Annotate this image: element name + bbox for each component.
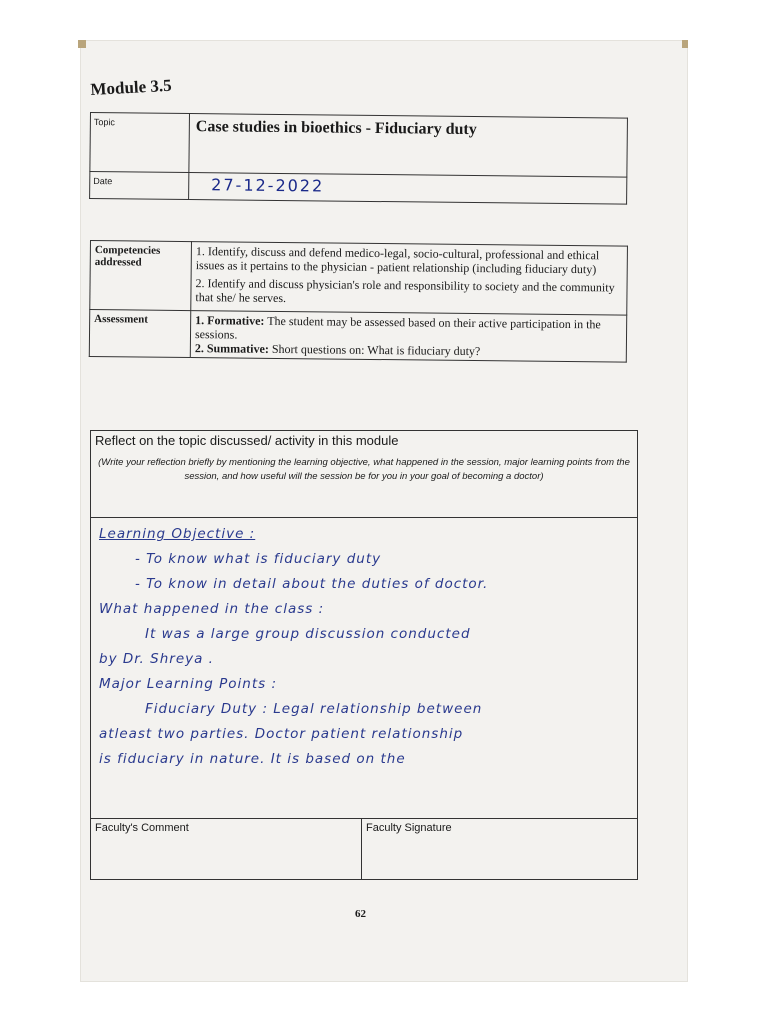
handwritten-line: atleast two parties. Doctor patient relationship xyxy=(99,726,464,742)
handwritten-line: What happened in the class : xyxy=(99,601,325,617)
reflection-instructions: (Write your reflection briefly by mentioning the learning objective, what happened in the session, major learning points from the session, and how useful will the session be for you in your goal of becoming a doctor) xyxy=(98,457,630,482)
formative-text: The student may be assessed based on their active participation in the sessions. xyxy=(194,313,601,342)
module-title: Module 3.5 xyxy=(90,75,173,99)
competency-item-1: 1. Identify, discuss and defend medico-legal, socio-cultural, professional and ethical issues as it pertains to the physician - patient relationship (including fiduciary duty) xyxy=(195,244,600,277)
formative-label: 1. Formative: xyxy=(195,313,265,328)
reflection-table xyxy=(90,430,638,880)
handwritten-line: - To know in detail about the duties of doctor. xyxy=(135,576,489,592)
assessment-label: Assessment xyxy=(89,310,190,358)
competencies-label: Competencies addressed xyxy=(90,241,192,311)
summative-label: 2. Summative: xyxy=(194,341,269,356)
page-number: 62 xyxy=(355,908,366,920)
handwritten-line: Fiduciary Duty : Legal relationship between xyxy=(145,701,483,717)
handwritten-line: - To know what is fiduciary duty xyxy=(135,551,382,567)
date-value: 27-12-2022 xyxy=(189,173,627,205)
reflection-header xyxy=(91,431,638,518)
summative-text: Short questions on: What is fiduciary duty? xyxy=(268,341,481,359)
date-label: Date xyxy=(90,172,189,200)
handwritten-line: is fiduciary in nature. It is based on the xyxy=(99,751,406,767)
handwritten-line: It was a large group discussion conducted xyxy=(145,626,471,642)
faculty-signature-cell xyxy=(362,819,638,880)
handwritten-reflection-area xyxy=(91,518,638,819)
formative-line xyxy=(195,313,622,345)
handwritten-line: by Dr. Shreya . xyxy=(99,651,214,667)
faculty-comment-cell xyxy=(91,819,362,880)
faculty-signature-label: Faculty Signature xyxy=(366,822,452,834)
competency-item-2: 2. Identify and discuss physician's role and responsibility to society and the community that she/ he serves. xyxy=(195,276,615,306)
page-corner-mark-left xyxy=(78,40,86,48)
topic-label: Topic xyxy=(90,113,190,173)
handwritten-reflection xyxy=(99,522,634,772)
topic-value: Case studies in bioethics - Fiduciary duty xyxy=(189,114,628,178)
handwritten-line: Major Learning Points : xyxy=(99,676,278,692)
competency-table xyxy=(89,240,628,363)
topic-date-table xyxy=(89,112,628,205)
assessment-value xyxy=(190,311,626,363)
reflection-heading: Reflect on the topic discussed/ activity in this module xyxy=(95,433,399,448)
page-corner-mark-right xyxy=(682,40,688,48)
faculty-comment-label: Faculty's Comment xyxy=(95,822,189,834)
competencies-value xyxy=(191,242,628,316)
handwritten-line: Learning Objective : xyxy=(99,526,256,542)
